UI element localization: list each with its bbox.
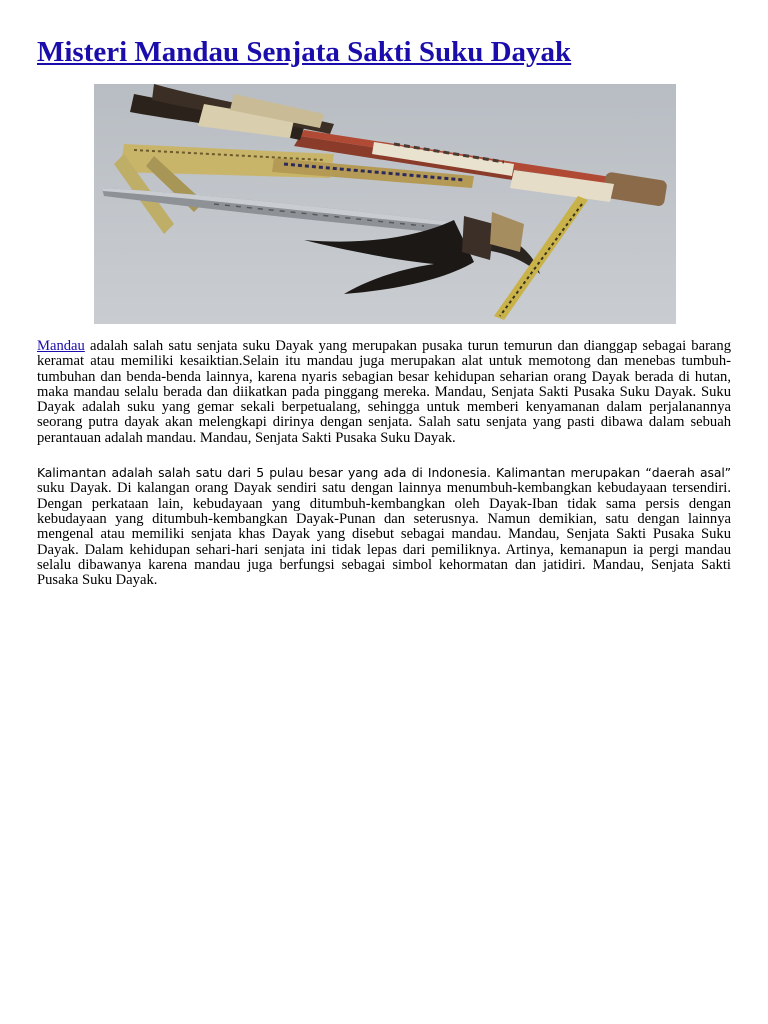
paragraph-2 bbox=[37, 465, 731, 588]
mandau-photo bbox=[94, 84, 676, 324]
paragraph-1 bbox=[37, 339, 731, 446]
article-body bbox=[37, 339, 731, 607]
mandau-illustration bbox=[94, 84, 676, 324]
woven-cord bbox=[494, 196, 588, 320]
paragraph-2-lead: Kalimantan adalah salah satu dari 5 pulau besar yang ada di Indonesia. Kalimantan merupakan “daerah asal” bbox=[37, 465, 731, 481]
paragraph-2-text: suku Dayak. Di kalangan orang Dayak sendiri satu dengan lainnya menumbuh-kembangkan kebudayaan tersendiri. Dengan perkataan lain, kebudayaan yang ditumbuh-kembangkan oleh Dayak-Iban tidak sama persis dengan kebudayaan yang ditumbuh-kembangkan Dayak-Punan dan seterusnya. Namun demikian, satu dengan lainnya mengenal atau memiliki senjata khas Dayak yang disebut sebagai mandau. Mandau, Senjata Sakti Pusaka Suku Dayak. Dalam kehidupan sehari-hari senjata ini tidak lepas dari pemiliknya. Artinya, kemanapun ia pergi mandau selalu dibawanya karena mandau juga berfungsi sebagai simbol kehormatan dan jatidiri. Mandau, Senjata Sakti Pusaka Suku Dayak. bbox=[37, 480, 731, 589]
paragraph-1-text: adalah salah satu senjata suku Dayak yang merupakan pusaka turun temurun dan dianggap sebagai barang keramat atau memiliki kesaiktian.Selain itu mandau juga merupakan alat untuk memotong dan menebas tumbuh-tumbuhan dan benda-benda lainnya, karena nyaris sebagian besar kehidupan seharian orang Dayak berada di hutan, maka mandau selalu berada dan diikatkan pada pinggang mereka. Mandau, Senjata Sakti Pusaka Suku Dayak. Suku Dayak adalah suku yang gemar sekali berpetualang, sehingga untuk memberi kenyamanan dalam perjalanannya seorang putra dayak akan melengkapi dirinya dengan senjata. Salah satu senjata yang pasti dibawa dalam sebuah perantauan adalah mandau. Mandau, Senjata Sakti Pusaka Suku Dayak. bbox=[37, 338, 731, 446]
mandau-link[interactable]: Mandau bbox=[37, 338, 85, 354]
article-title-link[interactable]: Misteri Mandau Senjata Sakti Suku Dayak bbox=[37, 36, 572, 68]
